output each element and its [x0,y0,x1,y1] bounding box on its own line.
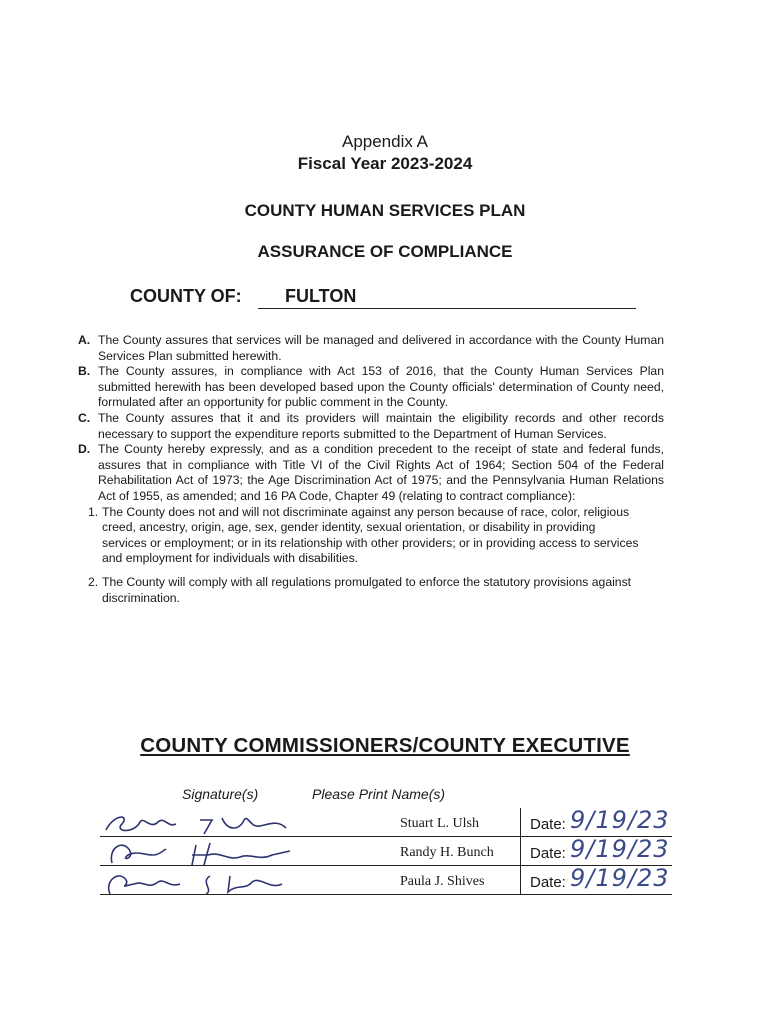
handwritten-signature [100,868,300,896]
sub-item-text: The County will comply with all regulations promulgated to enforce the statutory provisions against discrimination. [102,574,632,605]
print-name-column-header: Please Print Name(s) [312,786,446,802]
item-text: The County assures that it and its providers will maintain the eligibility records and other records necessary to support the expenditure reports submitted to the Department of Human Services. [98,410,664,441]
county-line [130,286,357,307]
assurance-item-c [78,411,664,442]
signature-row [100,837,672,866]
signature-row [100,808,672,837]
sub-item-text: The County does not and will not discriminate against any person because of race, color, religious creed, ancestry, origin, age, sex, gender identity, sexual orientation, or disability in providing services or employment; or in its relationship with other providers; or in providing access to services and employment for individuals with disabilities. [102,504,639,566]
assurance-item-d [78,442,664,504]
printed-name: Stuart L. Ulsh [400,816,479,831]
county-name: FULTON [285,286,357,306]
appendix-label: Appendix A [341,132,428,151]
signature-table [100,808,672,895]
county-label: COUNTY OF: [130,286,242,306]
assurance-item-b [78,364,664,411]
sub-item-label: 2. [88,574,99,589]
item-text: The County assures that services will be managed and delivered in accordance with the County Human Services Plan submitted herewith. [98,333,664,363]
printed-name: Paula J. Shives [400,874,485,889]
assurance-list [78,333,664,614]
sub-item-2 [88,575,642,606]
handwritten-signature [100,810,300,838]
item-label: B. [78,364,91,379]
assurance-title: ASSURANCE OF COMPLIANCE [257,242,513,261]
date-label: Date: [530,874,566,891]
county-underline [258,308,636,309]
column-divider [520,808,521,836]
item-text: The County hereby expressly, and as a condition precedent to the receipt of state and federal funds, assures that in compliance with Title VI of the Civil Rights Act of 1964; Section 504 of the Federal Rehabilitation Act of 1973; the Age Discrimination Act of 1975; and the Pennsylvania Human Relations Act of 1955, as amended; and 16 PA Code, Chapter 49 (relating to contract compliance): [98,442,664,503]
item-label: C. [78,410,91,425]
item-text: The County assures, in compliance with Act 153 of 2016, that the County Human Services Plan submitted herewith has been developed based upon the County officials' determination of County need, formulated after an opportunity for public comment in the County. [98,364,664,410]
signature-row [100,866,672,895]
handwritten-signature [100,839,300,867]
signature-column-header: Signature(s) [182,786,259,802]
assurance-item-a [78,333,664,364]
printed-name: Randy H. Bunch [400,845,494,860]
plan-title: COUNTY HUMAN SERVICES PLAN [244,201,526,220]
signatures-section-title: COUNTY COMMISSIONERS/COUNTY EXECUTIVE [140,734,630,757]
date-label: Date: [530,845,566,862]
date-label: Date: [530,816,566,833]
sub-item-1 [88,505,642,567]
column-divider [520,837,521,865]
sub-item-label: 1. [88,504,99,519]
fiscal-year: Fiscal Year 2023-2024 [297,154,473,173]
item-label: D. [78,442,91,457]
handwritten-date: 9/19/23 [570,835,670,863]
handwritten-date: 9/19/23 [570,864,670,892]
item-label: A. [78,333,91,347]
handwritten-date: 9/19/23 [570,806,670,834]
column-divider [520,866,521,894]
